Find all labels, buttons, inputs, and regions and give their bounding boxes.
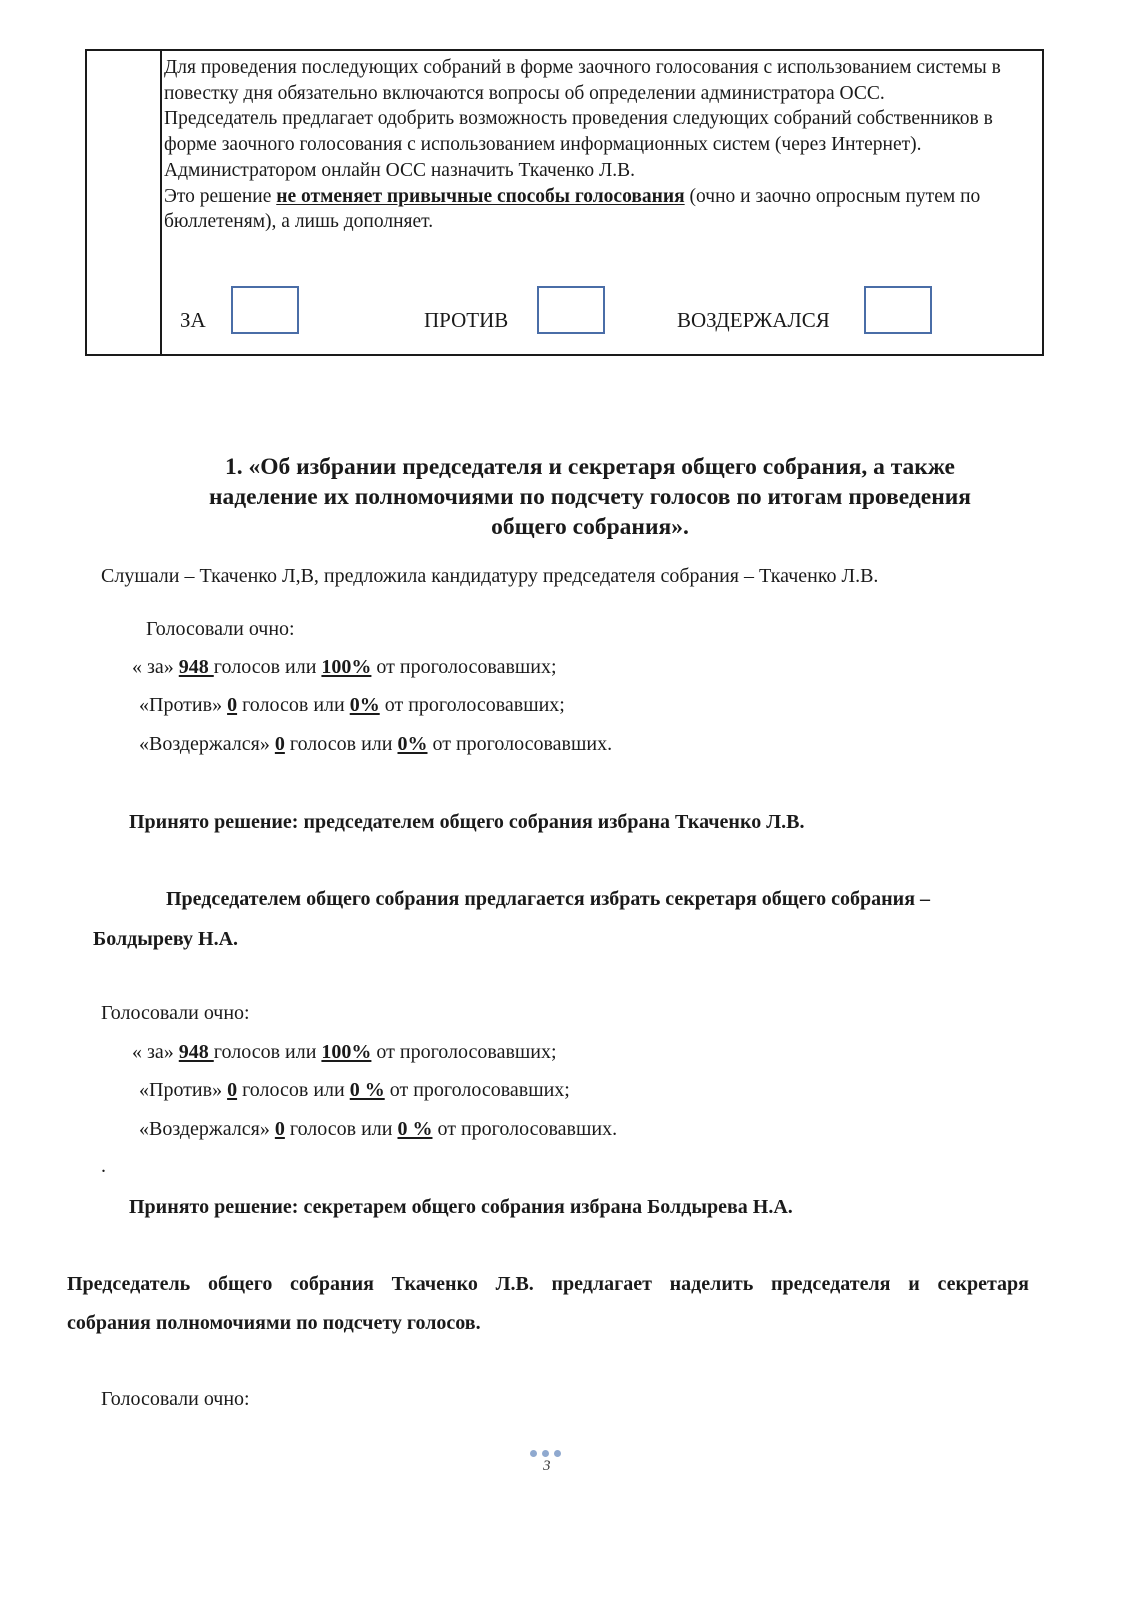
- question-paragraph-3: Это решение не отменяет привычные способы голосования (очно и заочно опросным путем по бюллетеням), а лишь дополняет.: [164, 185, 981, 233]
- vote-for-label: ЗА: [180, 308, 206, 332]
- vote-against-label: ПРОТИВ: [424, 308, 509, 332]
- vote1-title: Голосовали очно:: [146, 618, 295, 640]
- table-column-divider: [160, 51, 162, 354]
- vote1-for-line: « за» 948 голосов или 100% от проголосовавших;: [132, 656, 557, 678]
- question-text: [164, 55, 1034, 235]
- vote2-title: Голосовали очно:: [101, 1002, 250, 1024]
- section-heading: 1. «Об избрании председателя и секретаря общего собрания, а также наделение их полномочиями по подсчету голосов по итогам проведения общего собрания».: [208, 454, 972, 540]
- decision-secretary: Принято решение: секретарем общего собрания избрана Болдырева Н.А.: [129, 1196, 793, 1218]
- vote2-for-line: « за» 948 голосов или 100% от проголосовавших;: [132, 1041, 557, 1063]
- vote1-against-line: «Против» 0 голосов или 0% от проголосовавших;: [139, 694, 565, 716]
- emphasis-text: не отменяет привычные способы голосования: [276, 185, 685, 207]
- chair-proposal-line2: собрания полномочиями по подсчету голосов.: [67, 1312, 481, 1334]
- heard-text: Слушали – Ткаченко Л,В, предложила кандидатуру председателя собрания – Ткаченко Л.В.: [101, 565, 879, 587]
- question-paragraph-1: Для проведения последующих собраний в форме заочного голосования с использованием системы в повестку дня обязательно включаются вопросы об определении администратора ОСС.: [164, 57, 1001, 104]
- secretary-proposal-line2: Болдыреву Н.А.: [93, 928, 239, 950]
- page-number: 3: [543, 1458, 551, 1474]
- stray-dot: .: [101, 1155, 106, 1177]
- vote3-title: Голосовали очно:: [101, 1388, 250, 1410]
- decision-chairman: Принято решение: председателем общего собрания избрана Ткаченко Л.В.: [129, 811, 805, 833]
- vote2-abstain-line: «Воздержался» 0 голосов или 0 % от проголосовавших.: [139, 1118, 618, 1140]
- vote2-against-line: «Против» 0 голосов или 0 % от проголосовавших;: [139, 1079, 570, 1101]
- vote-against-checkbox[interactable]: [537, 286, 605, 334]
- vote-abstain-label: ВОЗДЕРЖАЛСЯ: [677, 308, 830, 332]
- vote-abstain-checkbox[interactable]: [864, 286, 932, 334]
- chair-proposal-line1: Председатель общего собрания Ткаченко Л.В. предлагает наделить председателя и секретаря: [67, 1273, 1029, 1295]
- secretary-proposal-line1: Председателем общего собрания предлагается избрать секретаря общего собрания –: [166, 888, 931, 910]
- vote1-abstain-line: «Воздержался» 0 голосов или 0% от проголосовавших.: [139, 733, 613, 755]
- vote-for-checkbox[interactable]: [231, 286, 299, 334]
- question-paragraph-2: Председатель предлагает одобрить возможность проведения следующих собраний собственников в форме заочного голосования с использованием информационных систем (через Интернет). Администратором онлайн ОСС назначить Ткаченко Л.В.: [164, 108, 993, 181]
